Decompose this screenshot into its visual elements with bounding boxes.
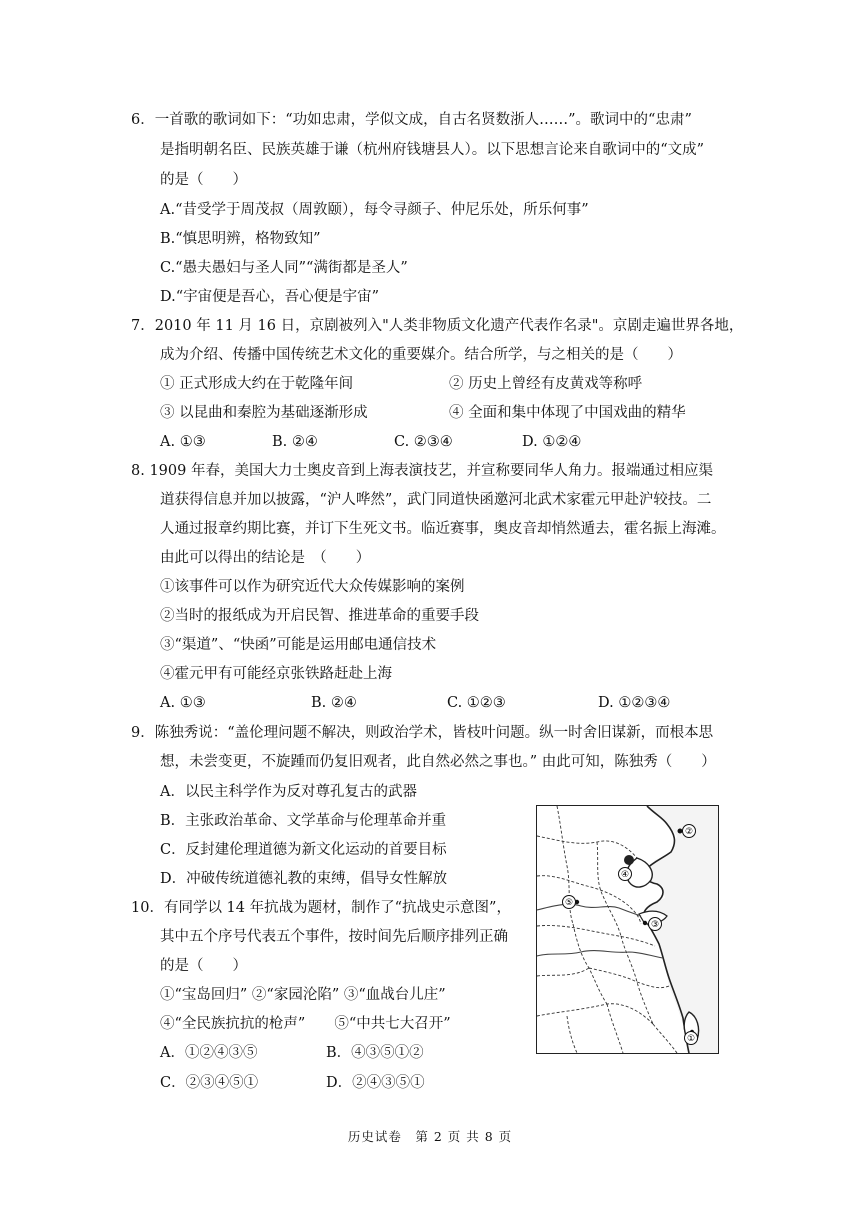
war-history-map — [536, 805, 719, 1054]
q7-option-b: B. ②④ — [272, 434, 318, 450]
svg-text:⑤: ⑤ — [564, 898, 574, 908]
q7-item-3: ③ 以昆曲和秦腔为基础逐渐形成 — [160, 405, 368, 421]
q8-item-3: ③“渠道”、“快函”可能是运用邮电通信技术 — [160, 637, 437, 653]
q8-option-a: A. ①③ — [160, 695, 206, 711]
q10-option-c: C．②③④⑤① — [160, 1075, 259, 1091]
q6-stem-line-3: 的是（ ） — [160, 172, 247, 188]
q9-stem-line-2: 想，未尝变更，不旋踵而仍复旧观者，此自然必然之事也。” 由此可知，陈独秀（ ） — [160, 754, 716, 770]
q8-stem-line-3: 人通过报章约期比赛，并订下生死文书。临近赛事，奥皮音却悄然遁去，霍名振上海滩。 — [160, 521, 726, 537]
q8-option-b: B. ②④ — [311, 695, 357, 711]
q7-item-4: ④ 全面和集中体现了中国戏曲的精华 — [449, 405, 686, 421]
q8-stem-line-2: 道获得信息并加以披露，“沪人哗然”，武门同道快函邀河北武术家霍元甲赴沪较技。二 — [160, 492, 712, 508]
marker-label-2 — [683, 825, 696, 838]
q10-option-b: B．④③⑤①② — [326, 1045, 424, 1061]
q8-item-1: ①该事件可以作为研究近代大众传媒影响的案例 — [160, 579, 465, 595]
q8-option-d: D. ①②③④ — [598, 695, 671, 711]
q8-stem-line-4: 由此可以得出的结论是 （ ） — [160, 550, 371, 566]
q10-stem-line-3: 的是（ ） — [160, 958, 247, 974]
q7-option-a: A. ①③ — [160, 434, 206, 450]
q7-stem-line-2: 成为介绍、传播中国传统艺术文化的重要媒介。结合所学，与之相关的是（ ） — [160, 347, 682, 363]
marker-label-3 — [649, 918, 662, 931]
q7-option-d: D. ①②④ — [522, 434, 582, 450]
page-footer: 历史试卷 第 2 页 共 8 页 — [347, 1129, 513, 1144]
svg-text:②: ② — [684, 827, 694, 837]
q6-stem-line-1: 6．一首歌的歌词如下：“功如忠肃，学似文成，自古名贤数浙人……”。歌词中的“忠肃” — [131, 112, 692, 128]
marker-label-5 — [563, 896, 576, 909]
q6-stem-line-2: 是指明朝名臣、民族英雄于谦（杭州府钱塘县人）。以下思想言论来自歌词中的“文成” — [160, 142, 705, 158]
q10-option-a: A．①②④③⑤ — [160, 1045, 258, 1061]
q7-stem-line-1: 7．2010 年 11 月 16 日，京剧被列入"人类非物质文化遗产代表作名录"。京剧走遍世界各地， — [131, 318, 744, 334]
q8-item-2: ②当时的报纸成为开启民智、推进革命的重要手段 — [160, 608, 479, 624]
q7-item-2: ② 历史上曾经有皮黄戏等称呼 — [449, 376, 643, 392]
svg-text:③: ③ — [650, 920, 660, 930]
svg-text:④: ④ — [620, 870, 630, 880]
q10-item-line-1: ①“宝岛回归” ②“家园沦陷” ③“血战台儿庄” — [160, 987, 446, 1003]
map-drawing — [537, 806, 718, 1053]
q10-option-d: D．②④③⑤① — [326, 1075, 425, 1091]
q10-stem-line-2: 其中五个序号代表五个事件，按时间先后顺序排列正确 — [160, 929, 508, 945]
marker-dot-3 — [643, 921, 647, 925]
capital-marker — [624, 855, 634, 865]
q7-item-1: ① 正式形成大约在于乾隆年间 — [160, 376, 354, 392]
q8-stem-line-1: 8. 1909 年春，美国大力士奥皮音到上海表演技艺，并宣称要同华人角力。报端通过相应渠 — [131, 463, 713, 479]
q9-option-a: A．以民主科学作为反对尊孔复古的武器 — [160, 784, 417, 800]
q6-option-c: C.“愚夫愚妇与圣人同”“满街都是圣人” — [160, 260, 408, 276]
q6-option-b: B.“慎思明辨，格物致知” — [160, 231, 321, 247]
q10-stem-line-1: 10．有同学以 14 年抗战为题材，制作了“抗战史示意图”， — [131, 900, 511, 916]
q9-stem-line-1: 9．陈独秀说：“盖伦理问题不解决，则政治学术，皆枝叶问题。纵一时舍旧谋新，而根本思 — [131, 725, 714, 741]
q9-option-d: D．冲破传统道德礼教的束缚，倡导女性解放 — [160, 871, 448, 887]
marker-dot-2 — [678, 829, 683, 834]
q7-option-c: C. ②③④ — [394, 434, 453, 450]
q9-option-b: B．主张政治革命、文学革命与伦理革命并重 — [160, 813, 447, 829]
q8-item-4: ④霍元甲有可能经京张铁路赶赴上海 — [160, 666, 392, 682]
q6-option-d: D.“宇宙便是吾心，吾心便是宇宙” — [160, 289, 380, 305]
q8-option-c: C. ①②③ — [447, 695, 506, 711]
q10-item-line-2: ④“全民族抗抗的枪声” ⑤“中共七大召开” — [160, 1016, 451, 1032]
marker-label-1 — [685, 1032, 698, 1045]
svg-text:①: ① — [686, 1034, 696, 1044]
q6-option-a: A.“昔受学于周茂叔（周敦颐），每令寻颜子、仲尼乐处，所乐何事” — [160, 202, 589, 218]
marker-label-4 — [619, 868, 632, 881]
q9-option-c: C．反封建伦理道德为新文化运动的首要目标 — [160, 842, 447, 858]
